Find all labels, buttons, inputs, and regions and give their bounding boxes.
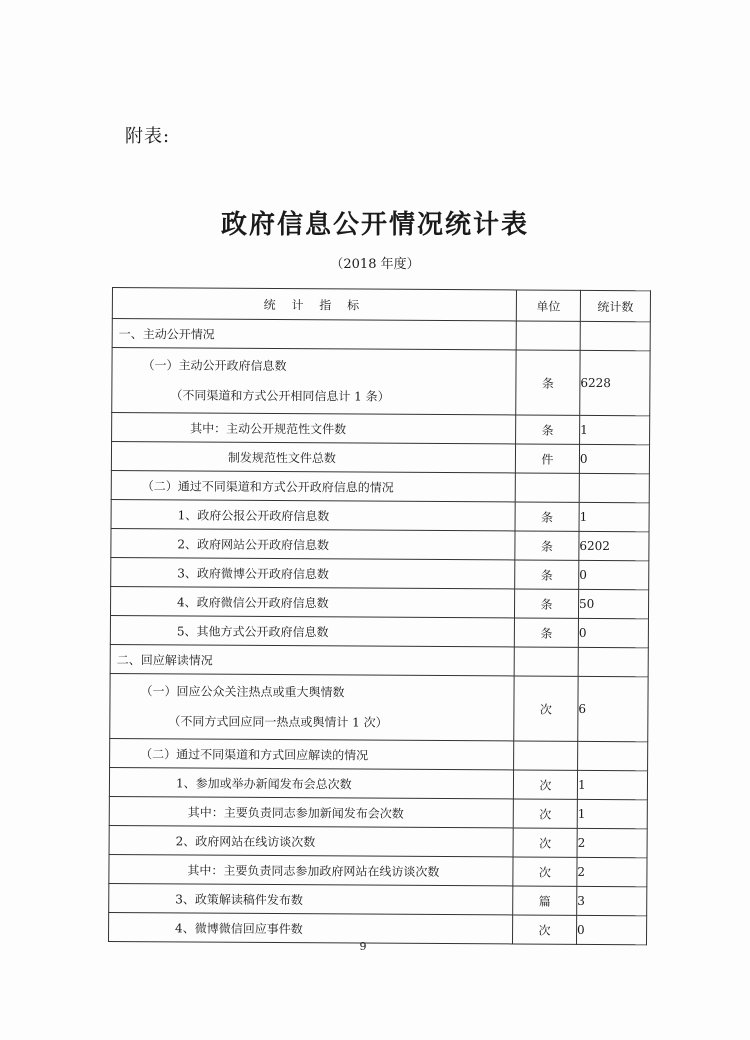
row-unit: 条 (515, 502, 579, 531)
row-name: 其中：主要负责同志参加新闻发布会次数 (109, 796, 513, 827)
row-name-line1: （一）主动公开政府信息数 (142, 358, 287, 374)
statistics-table (108, 287, 651, 945)
header-count: 统计数 (580, 290, 650, 321)
row-name: 其中：主要负责同志参加政府网站在线访谈次数 (109, 854, 513, 885)
row-unit (514, 647, 578, 676)
row-unit: 条 (515, 560, 579, 589)
row-name: 2、政府网站在线访谈次数 (109, 825, 513, 856)
row-name (112, 348, 516, 415)
row-count: 0 (579, 444, 649, 473)
row-unit: 次 (512, 915, 576, 944)
row-count: 1 (577, 799, 647, 828)
row-unit: 次 (513, 857, 577, 886)
row-count: 6228 (580, 350, 650, 415)
table-row (109, 796, 647, 828)
page-title: 政府信息公开情况统计表 (220, 210, 529, 240)
table-row (111, 499, 649, 531)
row-count: 3 (577, 886, 647, 915)
appendix-label: 附表: (125, 126, 171, 147)
table-row (111, 557, 649, 589)
header-unit: 单位 (516, 290, 580, 321)
table-row (110, 738, 648, 770)
row-name: （二）通过不同渠道和方式回应解读的情况 (110, 738, 514, 769)
table-row (112, 348, 650, 416)
row-count: 2 (577, 828, 647, 857)
table-row (109, 825, 647, 857)
page-subtitle: （2018 年度） (330, 257, 420, 272)
row-count: 1 (579, 502, 649, 531)
row-name: 1、参加或举办新闻发布会总次数 (109, 767, 513, 798)
row-unit: 次 (513, 770, 577, 799)
row-name: 4、政府微信公开政府信息数 (110, 586, 514, 617)
row-name: （二）通过不同渠道和方式公开政府信息的情况 (111, 470, 515, 501)
row-count: 0 (578, 618, 648, 647)
row-name: 2、政府网站公开政府信息数 (111, 528, 515, 559)
row-unit: 次 (514, 676, 578, 741)
row-count (579, 473, 649, 502)
table-row (110, 673, 648, 741)
row-name: 其中：主动公开规范性文件数 (112, 413, 516, 444)
row-unit: 条 (516, 415, 580, 444)
row-unit: 篇 (513, 886, 577, 915)
row-unit: 条 (516, 350, 580, 415)
table-row (111, 442, 649, 474)
row-unit: 条 (514, 589, 578, 618)
table-header-row (112, 288, 650, 322)
row-count (578, 741, 648, 770)
row-unit: 条 (514, 618, 578, 647)
header-indicator: 统 计 指 标 (112, 288, 516, 321)
row-count: 0 (579, 560, 649, 589)
table-row (110, 615, 648, 647)
row-count (580, 321, 650, 350)
row-count: 6202 (579, 531, 649, 560)
row-unit: 件 (515, 444, 579, 473)
table-row (111, 528, 649, 560)
table-row (109, 854, 647, 886)
row-unit (514, 741, 578, 770)
row-count: 1 (577, 770, 647, 799)
row-count: 1 (580, 415, 650, 444)
table-row (109, 883, 647, 915)
table-row (109, 767, 647, 799)
row-name-line2: （不同渠道和方式公开相同信息计 1 条） (170, 388, 390, 404)
row-name: 3、政府微博公开政府信息数 (111, 557, 515, 588)
row-unit (516, 321, 580, 350)
row-unit: 次 (513, 828, 577, 857)
row-count: 50 (578, 589, 648, 618)
table-row (111, 470, 649, 502)
table-row (112, 413, 650, 445)
row-unit: 次 (513, 799, 577, 828)
row-name: 二、回应解读情况 (110, 644, 514, 675)
row-name: 3、政策解读稿件发布数 (109, 883, 513, 914)
page-number: 9 (359, 940, 367, 953)
table-row (110, 644, 648, 676)
row-name: 5、其他方式公开政府信息数 (110, 615, 514, 646)
row-name: 制发规范性文件总数 (111, 442, 515, 473)
row-name-line1: （一）回应公众关注热点或重大舆情数 (140, 684, 345, 700)
row-name (110, 673, 514, 740)
row-unit: 条 (515, 531, 579, 560)
table-row (112, 319, 650, 351)
row-count: 2 (577, 857, 647, 886)
table-row (110, 586, 648, 618)
row-count: 0 (576, 915, 646, 944)
row-unit (515, 473, 579, 502)
row-name: 一、主动公开情况 (112, 319, 516, 350)
row-name-line2: （不同方式回应同一热点或舆情计 1 次） (168, 714, 388, 730)
row-name: 1、政府公报公开政府信息数 (111, 499, 515, 530)
row-name: 4、微博微信回应事件数 (109, 912, 513, 943)
row-count (578, 647, 648, 676)
row-count: 6 (578, 676, 648, 741)
